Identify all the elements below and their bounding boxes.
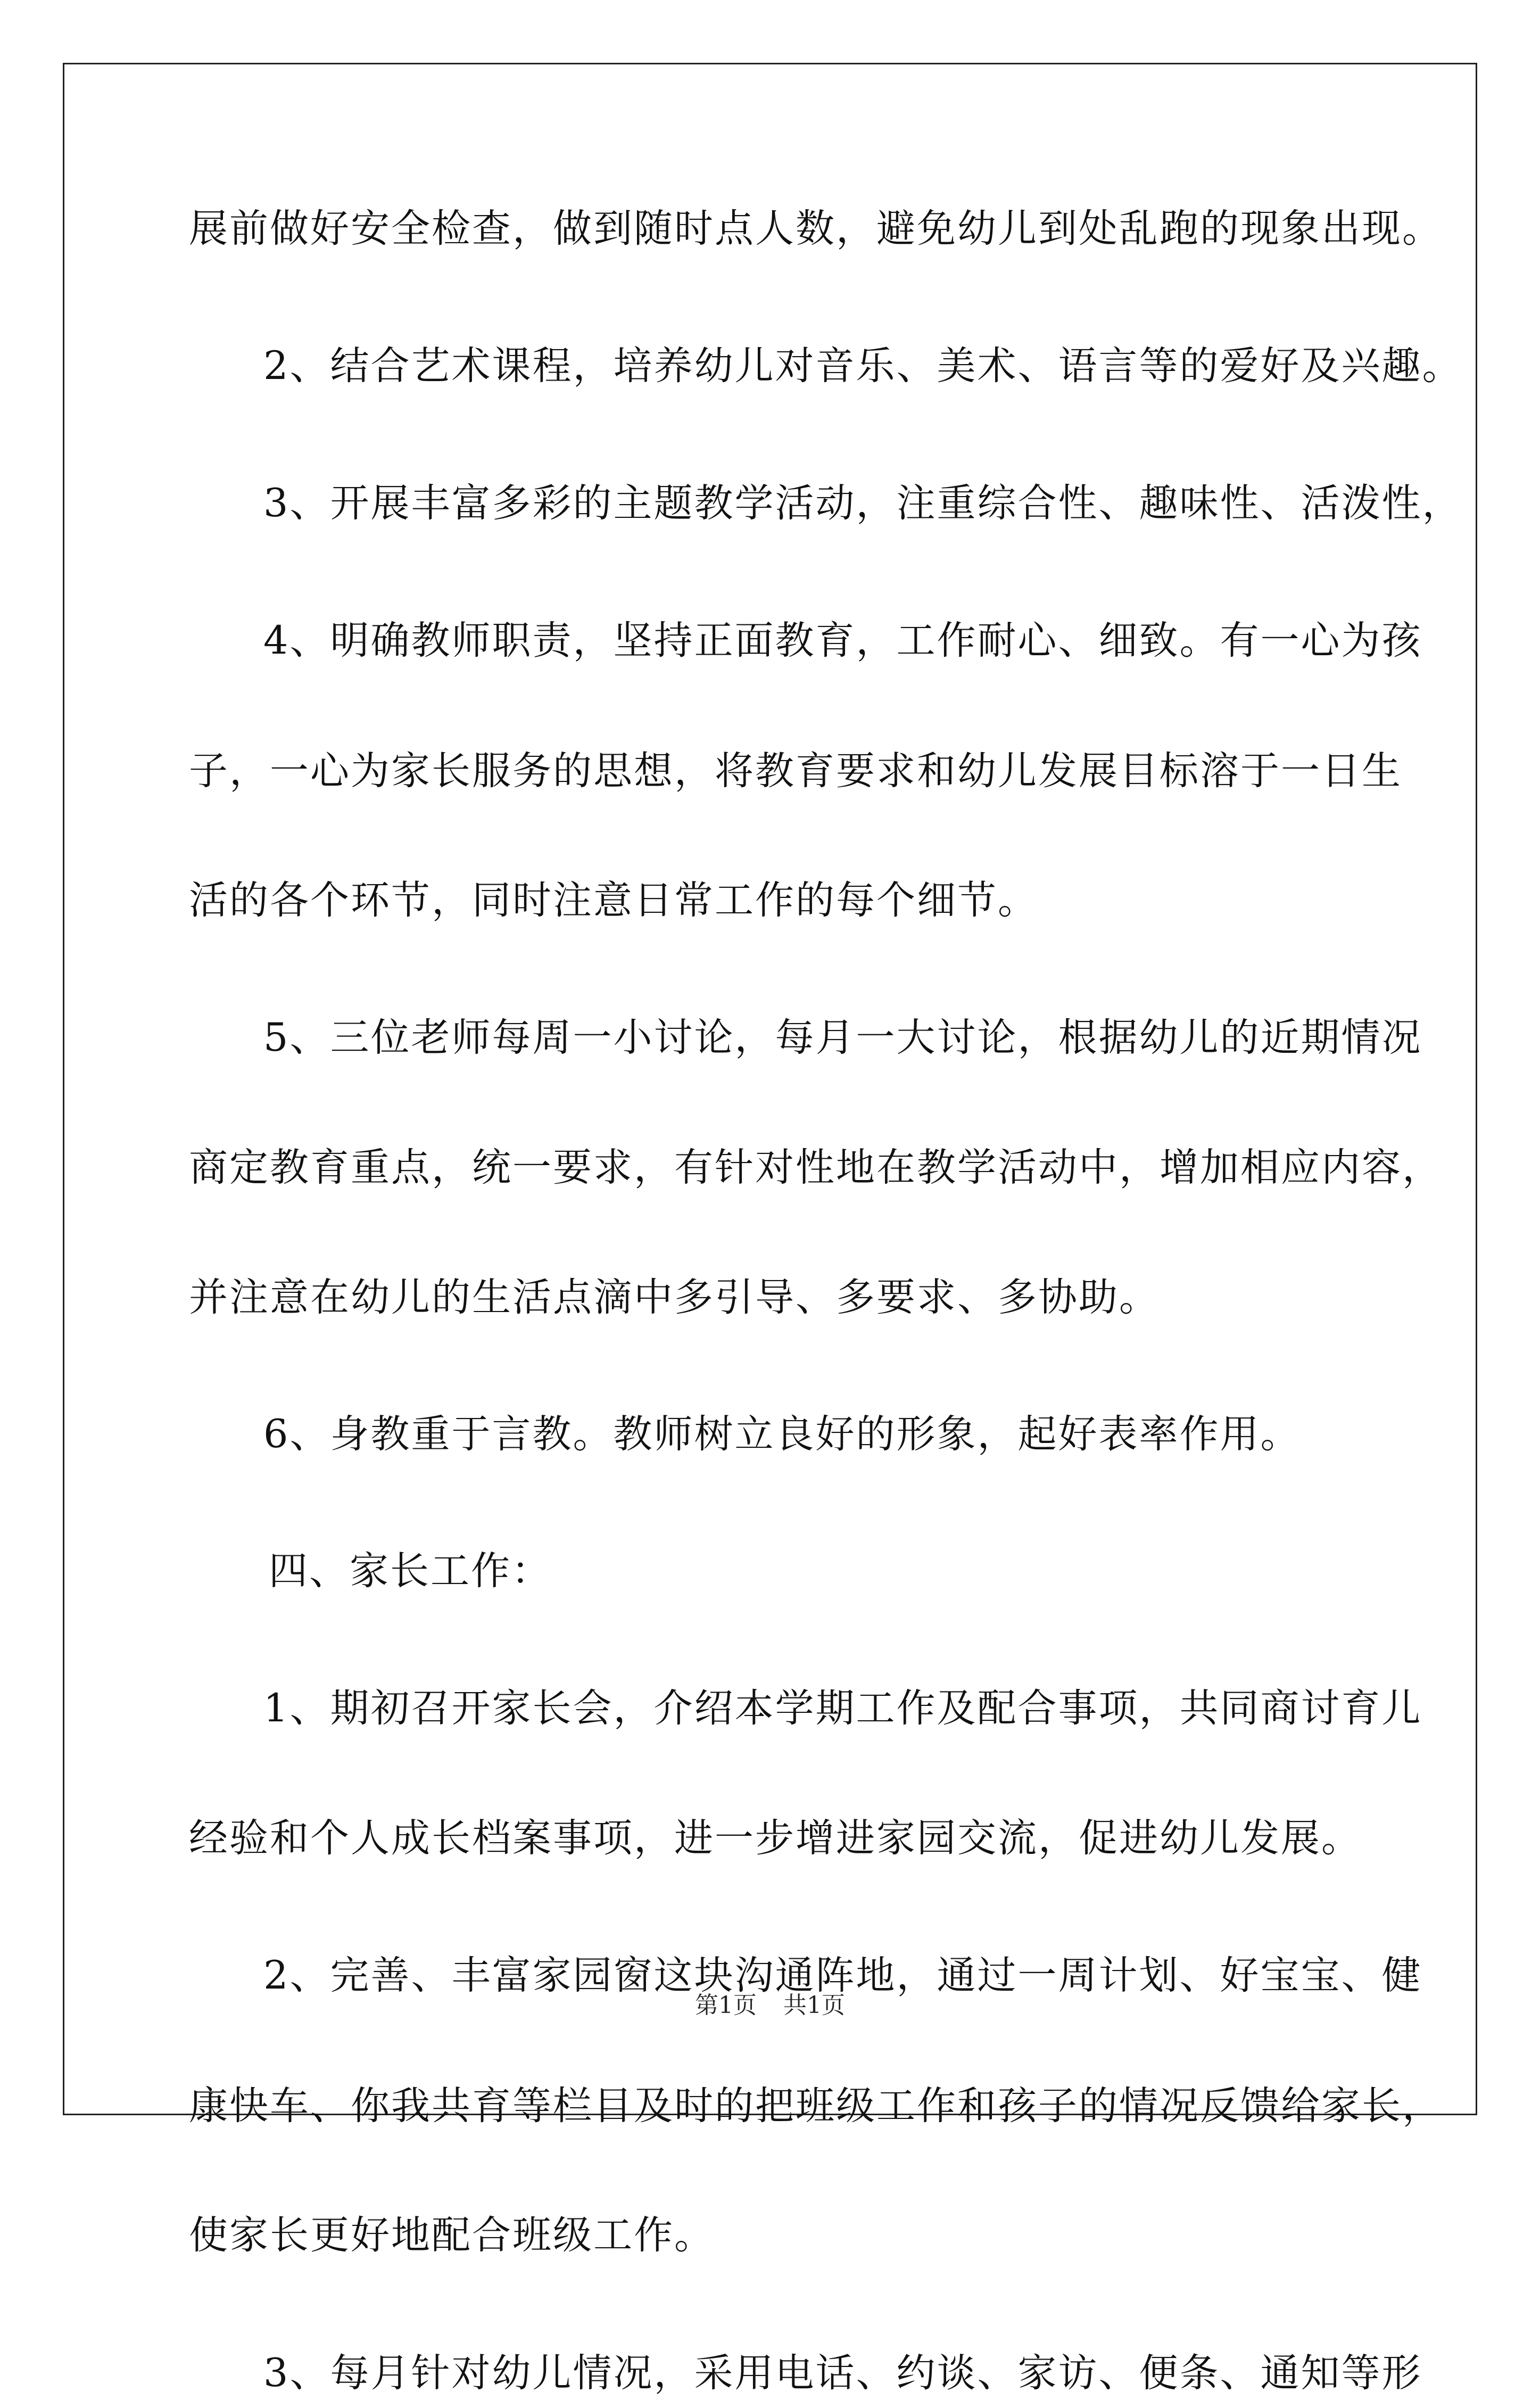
paragraph-line: 康快车、你我共育等栏目及时的把班级工作和孩子的情况反馈给家长， — [189, 2083, 1443, 2129]
paragraph-line: 6、身教重于言教。教师树立良好的形象，起好表率作用。 — [263, 1412, 1301, 1457]
page-number-current: 第1页 — [695, 1992, 757, 2019]
paragraph-line: 经验和个人成长档案事项，进一步增进家园交流，促进幼儿发展。 — [189, 1816, 1362, 1861]
paragraph-line: 商定教育重点，统一要求，有针对性地在教学活动中，增加相应内容， — [189, 1145, 1443, 1190]
paragraph-line: 活的各个环节，同时注意日常工作的每个细节。 — [189, 878, 1038, 923]
paragraph-line: 使家长更好地配合班级工作。 — [189, 2213, 715, 2258]
paragraph-line: 并注意在幼儿的生活点滴中多引导、多要求、多协助。 — [189, 1275, 1160, 1320]
paragraph-line: 2、完善、丰富家园窗这块沟通阵地，通过一周计划、好宝宝、健 — [263, 1953, 1422, 1998]
paragraph-line: 1、期初召开家长会，介绍本学期工作及配合事项，共同商讨育儿 — [263, 1686, 1422, 1731]
paragraph-line: 2、结合艺术课程，培养幼儿对音乐、美术、语言等的爱好及兴趣。 — [263, 343, 1463, 389]
paragraph-line: 3、每月针对幼儿情况，采用电话、约谈、家访、便条、通知等形 — [263, 2350, 1422, 2396]
paragraph-line: 4、明确教师职责，坚持正面教育，工作耐心、细致。有一心为孩 — [263, 618, 1422, 663]
page-number-total: 共1页 — [783, 1992, 845, 2019]
paragraph-line: 展前做好安全检查，做到随时点人数，避免幼儿到处乱跑的现象出现。 — [189, 206, 1443, 251]
paragraph-line: 3、开展丰富多彩的主题教学活动，注重综合性、趣味性、活泼性， — [263, 481, 1463, 526]
section-heading: 四、家长工作： — [269, 1548, 552, 1594]
paragraph-line: 5、三位老师每周一小讨论，每月一大讨论，根据幼儿的近期情况 — [263, 1015, 1422, 1060]
paragraph-line: 子，一心为家长服务的思想，将教育要求和幼儿发展目标溶于一日生 — [189, 748, 1402, 794]
page-footer — [0, 1990, 1540, 2022]
